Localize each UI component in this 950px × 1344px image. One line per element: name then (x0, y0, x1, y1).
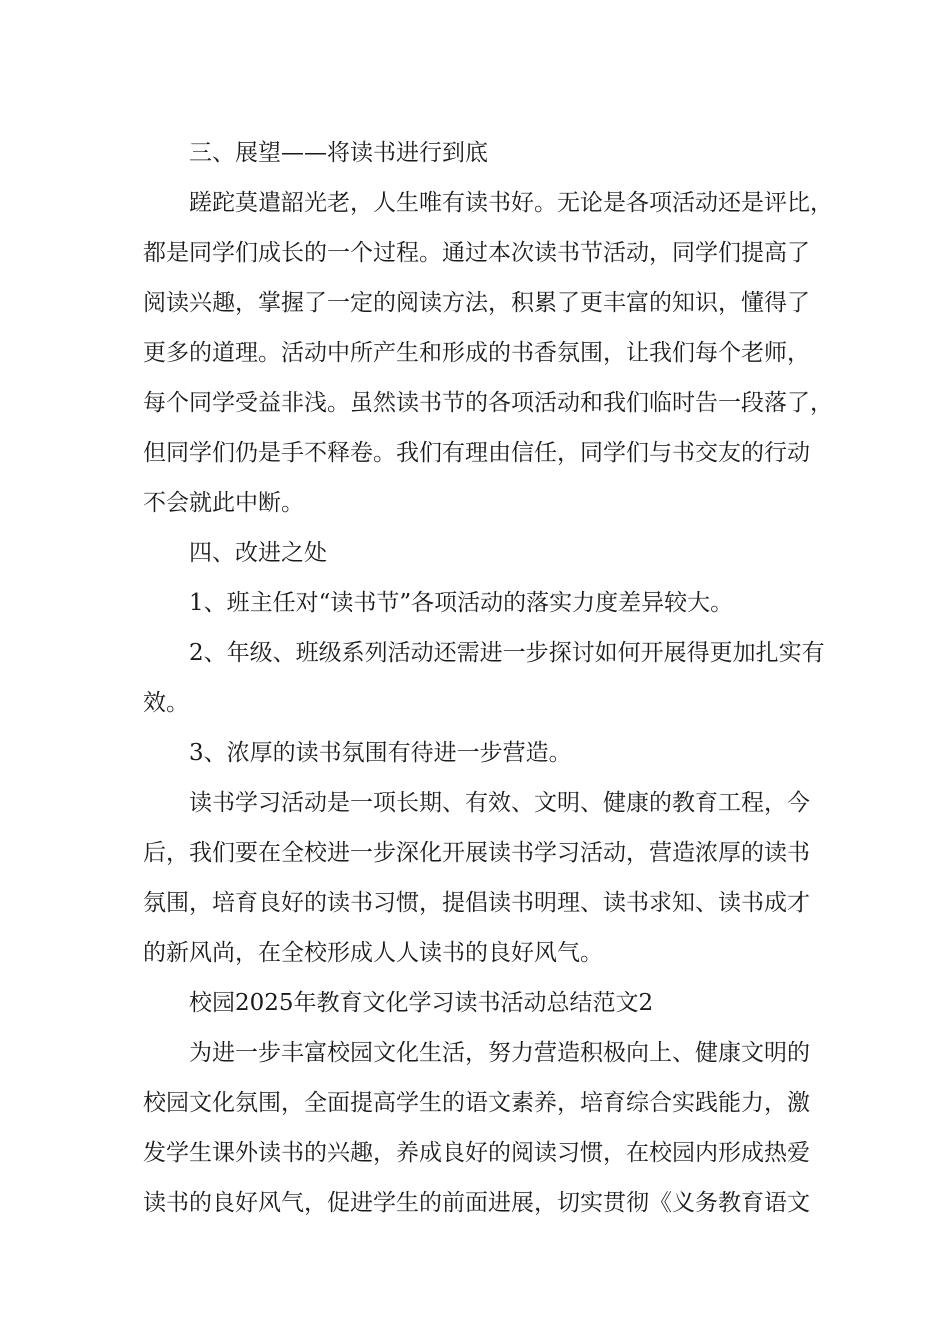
text-line-paragraph-line: 后，我们要在全校进一步深化开展读书学习活动，营造浓厚的读书 (143, 840, 810, 866)
text-line-paragraph-line: 但同学们仍是手不释卷。我们有理由信任，同学们与书交友的行动 (143, 440, 810, 466)
text-line-heading: 三、展望——将读书进行到底 (189, 140, 488, 166)
text-line-list-item: 1、班主任对“读书节”各项活动的落实力度差异较大。 (189, 590, 734, 616)
text-line-paragraph-line: 校园文化氛围，全面提高学生的语文素养，培育综合实践能力，激 (143, 1090, 810, 1116)
text-line-list-item: 2、年级、班级系列活动还需进一步探讨如何开展得更加扎实有 (189, 640, 825, 666)
text-line-paragraph-line: 不会就此中断。 (143, 490, 304, 516)
text-line-paragraph-line: 每个同学受益非浅。虽然读书节的各项活动和我们临时告一段落了， (143, 390, 833, 416)
text-line-paragraph-line: 读书的良好风气，促进学生的前面进展，切实贯彻《义务教育语文 (143, 1190, 810, 1216)
text-line-list-item: 3、浓厚的读书氛围有待进一步营造。 (189, 740, 572, 766)
text-line-paragraph-line: 发学生课外读书的兴趣，养成良好的阅读习惯，在校园内形成热爱 (143, 1140, 810, 1166)
text-line-paragraph-line: 蹉跎莫遣韶光老，人生唯有读书好。无论是各项活动还是评比， (189, 190, 833, 216)
text-line-heading: 四、改进之处 (189, 540, 327, 566)
text-line-paragraph-line: 阅读兴趣，掌握了一定的阅读方法，积累了更丰富的知识，懂得了 (143, 290, 810, 316)
text-line-paragraph-line: 为进一步丰富校园文化生活，努力营造积极向上、健康文明的 (189, 1040, 810, 1066)
text-line-paragraph-line: 的新风尚，在全校形成人人读书的良好风气。 (143, 940, 603, 966)
text-line-heading: 校园2025年教育文化学习读书活动总结范文2 (189, 990, 654, 1016)
document-body (143, 128, 833, 1228)
text-line-list-item: 效。 (143, 690, 189, 716)
text-line-paragraph-line: 都是同学们成长的一个过程。通过本次读书节活动，同学们提高了 (143, 240, 810, 266)
text-line-paragraph-line: 读书学习活动是一项长期、有效、文明、健康的教育工程，今 (189, 790, 810, 816)
text-line-paragraph-line: 氛围，培育良好的读书习惯，提倡读书明理、读书求知、读书成才 (143, 890, 810, 916)
text-line-paragraph-line: 更多的道理。活动中所产生和形成的书香氛围，让我们每个老师， (143, 340, 810, 366)
